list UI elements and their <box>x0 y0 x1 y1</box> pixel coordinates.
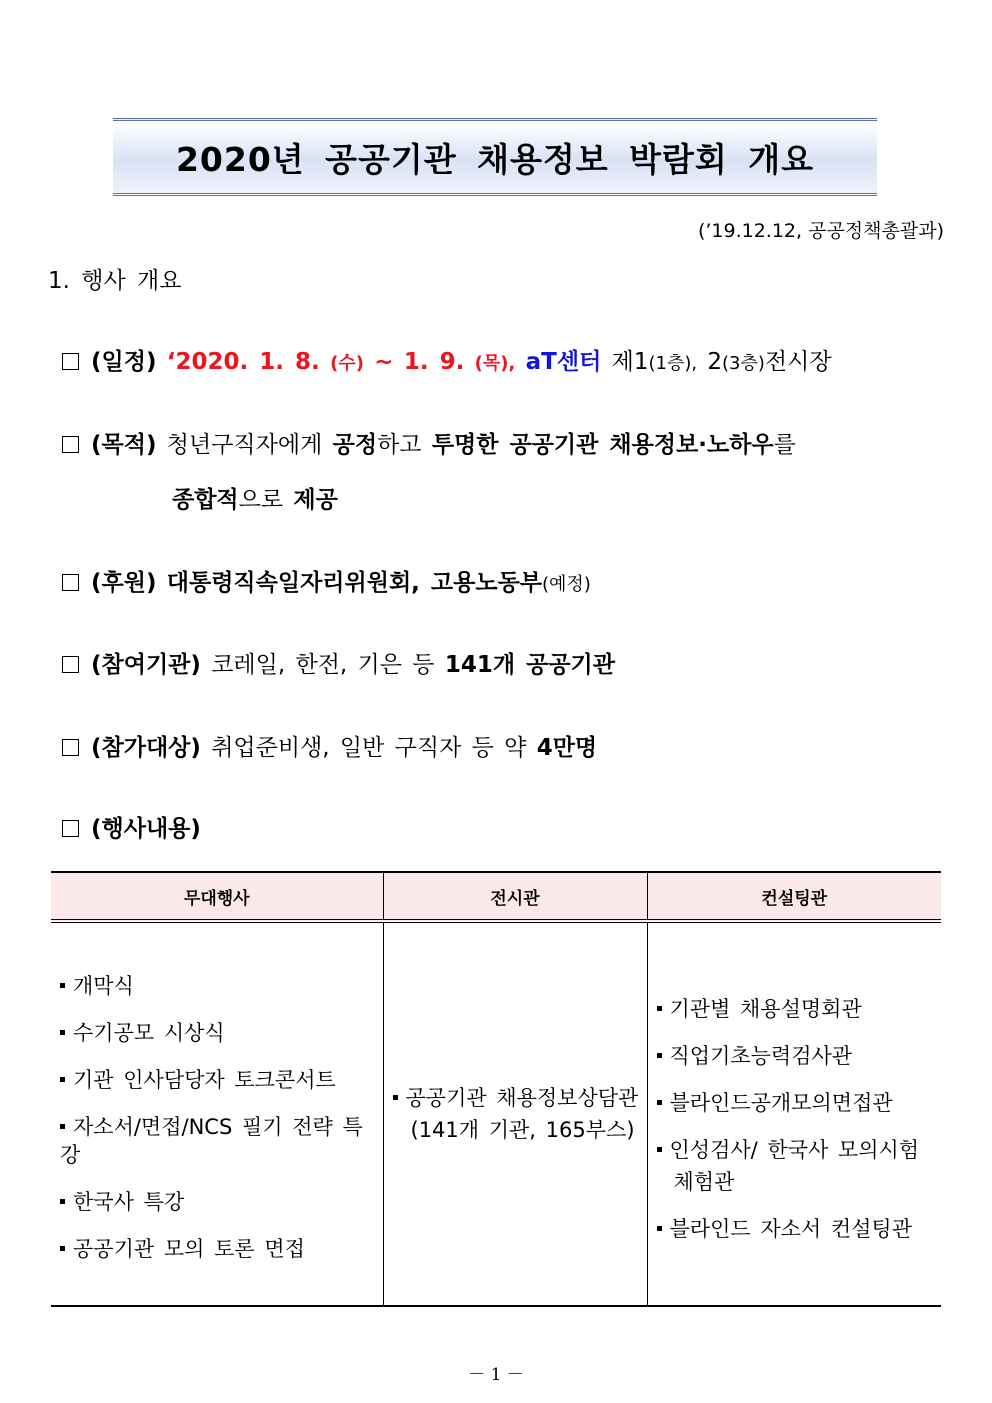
purpose-t1: 청년구직자에게 <box>166 432 323 458</box>
schedule-venue: aT센터 <box>525 349 602 375</box>
list-item: 블라인드공개모의면접관 <box>657 1089 942 1117</box>
list-item: 직업기초능력검사관 <box>657 1042 942 1070</box>
purpose-t3: 하고 <box>377 432 422 458</box>
bullet-icon <box>657 1100 662 1105</box>
purpose-label: (목적) <box>91 432 157 458</box>
target-item <box>62 729 597 762</box>
content-item <box>62 810 201 843</box>
list-item: 인성검사/ 한국사 모의시험 <box>657 1136 942 1164</box>
bullet-icon <box>60 1246 65 1251</box>
bullet-icon <box>657 1053 662 1058</box>
list-item: 한국사 특강 <box>60 1188 383 1216</box>
page-number: － 1 － <box>468 1365 524 1385</box>
schedule-date1: ‘2020. 1. 8. <box>166 349 320 375</box>
list-item: 개막식 <box>60 972 383 1000</box>
purpose-line2a: 종합적 <box>172 487 239 513</box>
content-label: (행사내용) <box>91 816 201 842</box>
list-item: 공공기관 모의 토론 면접 <box>60 1235 383 1263</box>
bullet-icon <box>657 1147 662 1152</box>
schedule-hall-suffix: 전시장 <box>764 349 832 375</box>
list-item-continued: (141개 기관, 165부스) <box>410 1118 635 1142</box>
sponsor-label: (후원) <box>91 570 157 596</box>
list-item: 수기공모 시상식 <box>60 1019 383 1047</box>
purpose-item <box>62 426 796 459</box>
purpose-line2 <box>172 481 338 514</box>
section-heading: 1. 행사 개요 <box>48 268 182 294</box>
schedule-hall2: 2 <box>707 349 723 375</box>
checkbox-icon <box>62 656 79 673</box>
purpose-t2: 공정 <box>332 432 378 458</box>
list-item: 기관별 채용설명회관 <box>657 995 942 1023</box>
bullet-icon <box>60 983 65 988</box>
checkbox-icon <box>62 820 79 837</box>
schedule-day2: (목), <box>474 353 516 374</box>
schedule-day1: (수) <box>330 353 364 374</box>
list-item: 기관 인사담당자 토크콘서트 <box>60 1066 383 1094</box>
list-item: 블라인드 자소서 컨설팅관 <box>657 1215 942 1243</box>
schedule-hall: 제1 <box>611 349 649 375</box>
header-consult: 컨설팅관 <box>647 872 941 921</box>
orgs-text: 코레일, 한전, 기은 등 <box>211 652 435 678</box>
purpose-line2c: 제공 <box>293 487 338 513</box>
sponsor-text: 대통령직속일자리위원회, 고용노동부 <box>166 570 543 596</box>
bullet-icon <box>657 1006 662 1011</box>
schedule-floor2: (3층) <box>722 353 765 374</box>
list-item: 공공기관 채용정보상담관 <box>393 1084 647 1112</box>
stage-list <box>51 966 383 1263</box>
header-exhibit: 전시관 <box>383 872 647 921</box>
bullet-icon <box>60 1077 65 1082</box>
dateline: (’19.12.12, 공공정책총괄과) <box>697 220 944 242</box>
schedule-label: (일정) <box>91 349 157 375</box>
table-row <box>51 921 941 1306</box>
sponsor-item <box>62 564 591 597</box>
bullet-icon <box>393 1095 398 1100</box>
checkbox-icon <box>62 353 79 370</box>
target-text: 취업준비생, 일반 구직자 등 약 <box>211 735 527 761</box>
table-header-row <box>51 872 941 921</box>
purpose-t5: 를 <box>773 432 796 458</box>
checkbox-icon <box>62 574 79 591</box>
stage-cell <box>51 921 383 1306</box>
list-item: 자소서/면접/NCS 필기 전략 특강 <box>60 1114 363 1167</box>
list-item-continued: 체험관 <box>673 1170 735 1194</box>
exhibit-cell <box>383 921 647 1306</box>
consult-cell <box>647 921 941 1306</box>
bullet-icon <box>60 1199 65 1204</box>
schedule-item <box>62 343 832 376</box>
schedule-tilde: ~ <box>374 349 394 375</box>
orgs-count: 141개 공공기관 <box>444 652 615 678</box>
target-count: 4만명 <box>536 735 598 761</box>
orgs-item <box>62 646 615 679</box>
sponsor-note: (예정) <box>542 574 591 595</box>
header-stage: 무대행사 <box>51 872 383 921</box>
orgs-label: (참여기관) <box>91 652 201 678</box>
checkbox-icon <box>62 739 79 756</box>
schedule-floor1: (1층), <box>648 353 698 374</box>
purpose-line2b: 으로 <box>238 487 284 513</box>
bullet-icon <box>60 1030 65 1035</box>
target-label: (참가대상) <box>91 735 201 761</box>
consult-list <box>648 985 942 1243</box>
schedule-date2: 1. 9. <box>403 349 465 375</box>
exhibit-list <box>384 1084 647 1144</box>
purpose-t4: 투명한 공공기관 채용정보·노하우 <box>431 432 774 458</box>
document-title: 2020년 공공기관 채용정보 박람회 개요 <box>175 139 815 179</box>
bullet-icon <box>60 1124 65 1129</box>
bullet-icon <box>657 1226 662 1231</box>
event-table <box>51 871 941 1307</box>
title-box <box>113 118 877 196</box>
checkbox-icon <box>62 436 79 453</box>
